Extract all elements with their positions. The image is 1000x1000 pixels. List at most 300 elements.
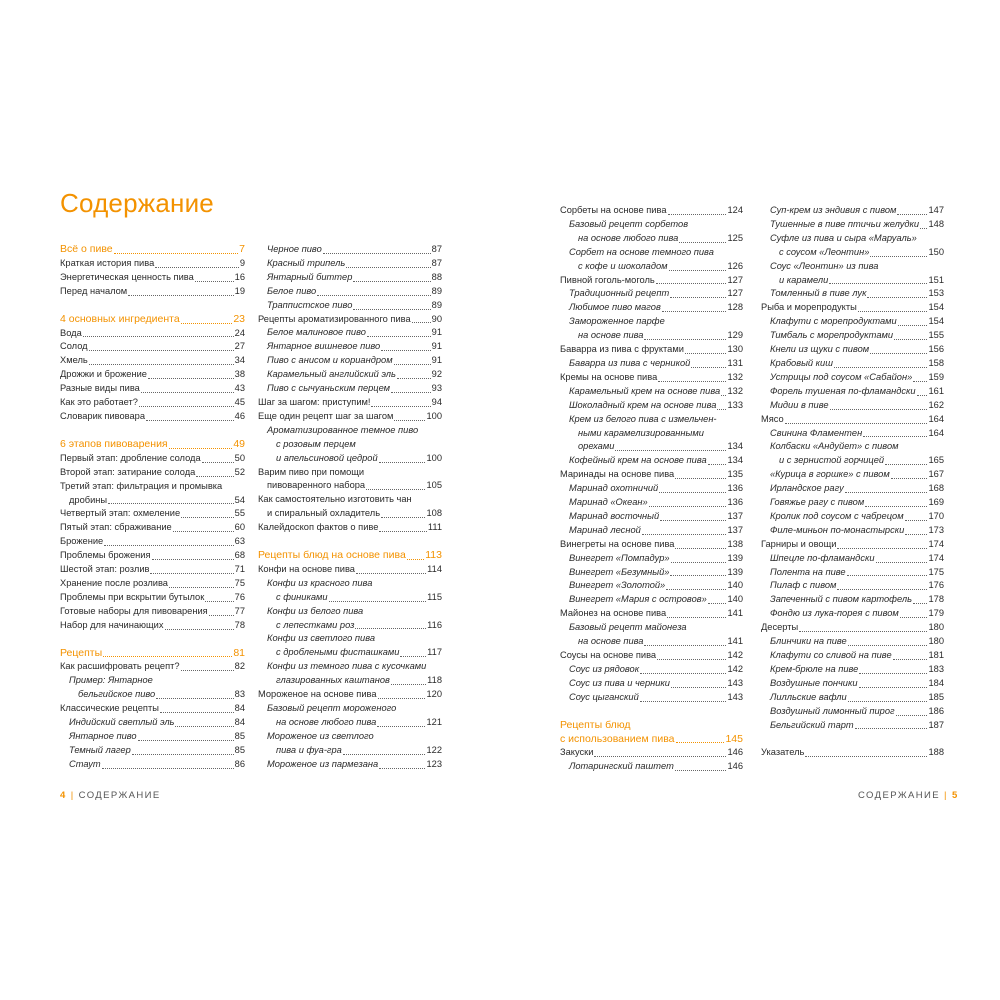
- toc-entry-page: 113: [425, 549, 442, 562]
- toc-entry-page: 150: [928, 246, 944, 257]
- toc-section-heading[interactable]: [560, 733, 743, 747]
- dot-leader: [848, 701, 928, 702]
- toc-entry-page: 87: [431, 244, 442, 254]
- toc-entry-title: Энергетическая ценность пива: [60, 271, 194, 282]
- dot-leader: [867, 297, 927, 298]
- toc-column-1: [60, 243, 245, 772]
- toc-entry-title: на основе любого пива: [276, 716, 377, 727]
- toc-entry[interactable]: [258, 340, 442, 354]
- dot-leader: [799, 631, 927, 632]
- toc-entry-title: Маринад лесной: [569, 524, 641, 535]
- toc-entry-page: 146: [727, 761, 743, 772]
- toc-entry-title: и с зернистой горчицей: [779, 455, 885, 466]
- toc-entry-title: Крабовый киш: [770, 357, 833, 368]
- dot-leader: [195, 281, 234, 282]
- dot-leader: [148, 378, 234, 379]
- toc-entry-title: Янтарный биттер: [267, 271, 353, 282]
- toc-entry-title: Еще один рецепт шаг за шагом: [258, 410, 394, 421]
- toc-entry[interactable]: [60, 549, 245, 563]
- toc-entry[interactable]: [560, 663, 743, 677]
- dot-leader: [391, 392, 431, 393]
- toc-entry-page: 136: [727, 483, 743, 494]
- toc-entry-page: 91: [431, 327, 442, 338]
- dot-leader: [644, 645, 726, 646]
- toc-entry-page: 151: [928, 274, 944, 285]
- toc-entry[interactable]: [60, 396, 245, 410]
- toc-entry[interactable]: [761, 649, 944, 663]
- toc-entry[interactable]: [258, 410, 442, 424]
- toc-entry[interactable]: [560, 204, 743, 218]
- toc-entry[interactable]: [761, 607, 944, 621]
- toc-entry[interactable]: [560, 301, 743, 315]
- toc-entry-line: Суфле из пива и сыра «Маруаль»: [770, 232, 917, 243]
- toc-entry[interactable]: [761, 413, 944, 427]
- toc-entry-title: Винегрет «Безумный»: [569, 566, 670, 577]
- toc-entry[interactable]: [761, 677, 944, 691]
- toc-entry-page: 52: [234, 466, 245, 477]
- toc-entry[interactable]: [560, 482, 743, 496]
- toc-entry-page: 143: [727, 691, 743, 702]
- toc-entry-page: 131: [727, 357, 743, 368]
- footer-left: [60, 790, 161, 801]
- page-number-left: 4: [60, 790, 67, 801]
- toc-entry[interactable]: [761, 482, 944, 496]
- toc-entry-page: 154: [928, 302, 944, 313]
- toc-entry[interactable]: [761, 371, 944, 385]
- toc-entry[interactable]: [761, 274, 944, 288]
- toc-entry[interactable]: [560, 691, 743, 705]
- dot-leader: [669, 270, 727, 271]
- toc-entry-title: Разные виды пива: [60, 383, 140, 394]
- toc-entry[interactable]: [560, 329, 743, 343]
- toc-entry[interactable]: [60, 257, 245, 271]
- toc-entry[interactable]: [258, 674, 442, 688]
- toc-entry[interactable]: [761, 593, 944, 607]
- toc-entry[interactable]: [761, 705, 944, 719]
- toc-entry[interactable]: [560, 746, 743, 760]
- toc-entry-page: 161: [928, 385, 944, 396]
- toc-entry[interactable]: [761, 468, 944, 482]
- dot-leader: [670, 575, 726, 576]
- dot-leader: [165, 629, 234, 630]
- toc-entry[interactable]: [258, 243, 442, 257]
- toc-entry[interactable]: [761, 315, 944, 329]
- toc-entry-title: Клафути со сливой на пиве: [770, 650, 892, 660]
- toc-entry[interactable]: [560, 635, 743, 649]
- toc-entry-line: Пример: Янтарное: [69, 675, 153, 686]
- toc-entry-title: Янтарное вишневое пиво: [267, 341, 381, 352]
- toc-entry-title: Проблемы брожения: [60, 550, 151, 561]
- toc-entry[interactable]: [258, 744, 442, 758]
- toc-entry[interactable]: [258, 688, 442, 702]
- toc-entry-page: 134: [727, 455, 743, 466]
- toc-entry-title: Воздушные пончики: [770, 677, 858, 688]
- toc-entry[interactable]: [258, 646, 442, 660]
- toc-entry-title: Винегрет «Золотой»: [569, 580, 666, 591]
- dot-leader: [855, 728, 928, 729]
- toc-entry-title: Мороженое из пармезана: [267, 758, 379, 769]
- toc-entry[interactable]: [560, 454, 743, 468]
- toc-entry[interactable]: [560, 468, 743, 482]
- toc-entry[interactable]: [560, 649, 743, 663]
- dot-leader: [858, 311, 928, 312]
- toc-entry[interactable]: [761, 454, 944, 468]
- toc-entry[interactable]: [258, 313, 442, 327]
- toc-entry-page: 127: [727, 274, 743, 285]
- dot-leader: [400, 656, 426, 657]
- toc-entry[interactable]: [60, 744, 245, 758]
- toc-entry-title: Баварра из пива с фруктами: [560, 344, 684, 355]
- toc-entry-page: 174: [928, 552, 944, 563]
- dot-leader: [205, 601, 233, 602]
- toc-entry[interactable]: [761, 343, 944, 357]
- dot-leader: [379, 768, 425, 769]
- dot-leader: [640, 701, 727, 702]
- toc-entry[interactable]: [60, 660, 245, 674]
- dot-leader: [898, 325, 928, 326]
- dot-leader: [141, 392, 234, 393]
- toc-entry[interactable]: [560, 524, 743, 538]
- toc-entry-line: Конфи из белого пива: [267, 605, 364, 616]
- toc-entry-page: 138: [727, 538, 743, 549]
- toc-entry-page: 120: [426, 689, 442, 700]
- toc-entry[interactable]: [60, 507, 245, 521]
- toc-entry[interactable]: [60, 758, 245, 772]
- toc-entry-page: 9: [239, 257, 245, 268]
- toc-entry[interactable]: [258, 368, 442, 382]
- toc-entry[interactable]: [60, 619, 245, 633]
- dot-leader: [905, 534, 927, 535]
- section-gap: [258, 535, 442, 549]
- dot-leader: [642, 534, 727, 535]
- toc-entry-title: Томленный в пиве лук: [770, 288, 867, 299]
- dot-leader: [644, 339, 726, 340]
- toc-entry-page: 141: [727, 608, 743, 619]
- toc-entry[interactable]: [560, 510, 743, 524]
- dot-leader: [152, 559, 234, 560]
- toc-entry-title: Фондю из лука-порея с пивом: [770, 608, 899, 619]
- toc-entry[interactable]: [258, 299, 442, 313]
- toc-entry[interactable]: [560, 552, 743, 566]
- toc-entry[interactable]: [60, 605, 245, 619]
- toc-entry-page: 135: [727, 469, 743, 480]
- toc-entry-title: Как это работает?: [60, 397, 138, 408]
- toc-entry[interactable]: [560, 538, 743, 552]
- toc-entry[interactable]: [560, 260, 743, 274]
- toc-entry[interactable]: [560, 440, 743, 454]
- footer-right: [858, 790, 959, 801]
- toc-entry-page: 167: [928, 469, 944, 480]
- toc-entry[interactable]: [761, 635, 944, 649]
- toc-entry-page: 164: [928, 413, 944, 424]
- toc-entry[interactable]: [60, 410, 245, 424]
- toc-entry[interactable]: [761, 621, 944, 635]
- dot-leader: [893, 659, 928, 660]
- toc-entry[interactable]: [560, 385, 743, 399]
- toc-entry-page: 153: [928, 288, 944, 299]
- toc-entry-title: глазированных каштанов: [276, 675, 390, 686]
- toc-section-heading[interactable]: [258, 549, 442, 563]
- toc-entry[interactable]: [60, 354, 245, 368]
- toc-entry-page: 100: [426, 410, 442, 421]
- toc-entry-title: Сорбеты на основе пива: [560, 205, 667, 215]
- toc-entry-title: Вода: [60, 327, 82, 338]
- toc-entry-title: Шоколадный крем на основе пива: [569, 399, 717, 410]
- toc-entry[interactable]: [761, 204, 944, 218]
- toc-entry-page: 143: [727, 677, 743, 688]
- toc-entry[interactable]: [60, 452, 245, 466]
- toc-entry[interactable]: [560, 760, 743, 774]
- toc-section-heading[interactable]: [60, 438, 245, 452]
- toc-entry-title: Блинчики на пиве: [770, 636, 847, 647]
- toc-entry[interactable]: [60, 521, 245, 535]
- toc-entry[interactable]: [761, 357, 944, 371]
- toc-entry-title: с финиками: [276, 591, 328, 602]
- toc-entry[interactable]: [258, 382, 442, 396]
- toc-entry-page: 122: [426, 744, 442, 755]
- toc-entry[interactable]: [60, 716, 245, 730]
- toc-entry[interactable]: [761, 510, 944, 524]
- toc-entry[interactable]: [560, 399, 743, 413]
- toc-entry-page: 125: [727, 232, 743, 243]
- toc-entry[interactable]: [258, 285, 442, 299]
- toc-entry-title: Дрожжи и брожение: [60, 369, 147, 380]
- toc-entry[interactable]: [560, 357, 743, 371]
- toc-entry-title: пива и фуа-гра: [276, 744, 342, 755]
- dot-leader: [615, 450, 726, 451]
- toc-entry-title: Указатель: [761, 747, 805, 758]
- toc-entry[interactable]: [258, 479, 442, 493]
- toc-entry[interactable]: [761, 287, 944, 301]
- dot-leader: [366, 489, 425, 490]
- toc-entry[interactable]: [761, 385, 944, 399]
- toc-entry-title: Хмель: [60, 355, 88, 366]
- toc-entry-title: Рецепты ароматизированного пива: [258, 313, 411, 324]
- toc-entry[interactable]: [258, 591, 442, 605]
- toc-entry[interactable]: [60, 340, 245, 354]
- toc-entry-title: Рецепты блюд на основе пива: [258, 549, 406, 562]
- toc-entry-title: Бельгийский тарт: [770, 719, 854, 730]
- dot-leader: [89, 350, 234, 351]
- dot-leader: [377, 726, 425, 727]
- toc-entry[interactable]: [60, 327, 245, 341]
- toc-entry-page: 141: [727, 636, 743, 647]
- toc-entry[interactable]: [560, 287, 743, 301]
- toc-entry[interactable]: [60, 702, 245, 716]
- toc-entry[interactable]: [560, 677, 743, 691]
- toc-entry[interactable]: [60, 563, 245, 577]
- toc-entry-page: 16: [234, 271, 245, 282]
- toc-entry-title: Лотарингский паштет: [569, 761, 674, 772]
- toc-entry-title: Шпецле по-фламандски: [770, 552, 875, 563]
- toc-entry[interactable]: [60, 535, 245, 549]
- toc-entry-line: Замороженное парфе: [569, 316, 665, 327]
- dot-leader: [870, 353, 927, 354]
- toc-entry[interactable]: [761, 524, 944, 538]
- toc-entry[interactable]: [761, 538, 944, 552]
- dot-leader: [640, 673, 726, 674]
- toc-entry[interactable]: [60, 368, 245, 382]
- toc-section-heading[interactable]: [60, 313, 245, 327]
- toc-entry[interactable]: [761, 552, 944, 566]
- toc-entry[interactable]: [761, 579, 944, 593]
- toc-entry-page: 43: [234, 383, 245, 394]
- toc-entry-title: Воздушный лимонный пирог: [770, 705, 895, 716]
- dot-leader: [649, 506, 727, 507]
- dot-leader: [656, 283, 727, 284]
- toc-entry[interactable]: [560, 232, 743, 246]
- footer-separator: |: [70, 790, 75, 801]
- toc-entry[interactable]: [60, 591, 245, 605]
- toc-entry[interactable]: [560, 343, 743, 357]
- toc-entry[interactable]: [761, 496, 944, 510]
- toc-entry[interactable]: [258, 271, 442, 285]
- toc-entry[interactable]: [60, 577, 245, 591]
- toc-section-heading[interactable]: [60, 647, 245, 661]
- dot-leader: [209, 615, 234, 616]
- toc-entry[interactable]: [560, 274, 743, 288]
- dot-leader: [708, 603, 727, 604]
- toc-entry-page: 162: [928, 399, 944, 410]
- toc-entry-page: 121: [426, 716, 442, 727]
- toc-entry[interactable]: [560, 496, 743, 510]
- dot-leader: [897, 214, 927, 215]
- dot-leader: [108, 503, 234, 504]
- toc-entry-page: 129: [727, 330, 743, 341]
- toc-entry-page: 159: [928, 371, 944, 382]
- toc-entry[interactable]: [560, 371, 743, 385]
- toc-entry-title: Соус цыганский: [569, 691, 639, 702]
- toc-entry-title: Пиво с сычуаньским перцем: [267, 383, 391, 394]
- toc-entry[interactable]: [258, 354, 442, 368]
- toc-entry-page: 169: [928, 497, 944, 508]
- toc-entry-page: 139: [727, 552, 743, 563]
- toc-entry[interactable]: [761, 246, 944, 260]
- toc-entry[interactable]: [258, 619, 442, 633]
- dot-leader: [83, 336, 234, 337]
- toc-entry-title: Брожение: [60, 536, 104, 547]
- toc-entry-line: Мороженое из светлого: [267, 730, 374, 741]
- toc-entry[interactable]: [258, 563, 442, 577]
- dot-leader: [132, 754, 234, 755]
- dot-leader: [905, 520, 928, 521]
- toc-entry[interactable]: [761, 663, 944, 677]
- toc-entry-page: 139: [727, 566, 743, 577]
- dot-leader: [805, 756, 927, 757]
- toc-entry-page: 89: [431, 285, 442, 296]
- toc-section-heading[interactable]: [60, 243, 245, 257]
- toc-entry-title: Проблемы при вскрытии бутылок: [60, 591, 205, 602]
- toc-entry-page: 46: [234, 410, 245, 421]
- toc-entry-page: 147: [928, 205, 944, 215]
- toc-entry[interactable]: [560, 579, 743, 593]
- toc-entry-page: 85: [234, 744, 245, 755]
- toc-entry-page: 133: [727, 399, 743, 410]
- toc-entry[interactable]: [761, 301, 944, 315]
- dot-leader: [343, 754, 426, 755]
- page-title: Содержание: [60, 188, 214, 218]
- dot-leader: [920, 228, 927, 229]
- dot-leader: [102, 768, 234, 769]
- toc-entry-page: 108: [426, 508, 442, 519]
- toc-entry[interactable]: [60, 688, 245, 702]
- toc-entry-page: 123: [426, 758, 442, 769]
- dot-leader: [657, 659, 726, 660]
- toc-entry-title: Четвертый этап: охмеление: [60, 508, 181, 519]
- toc-entry-page: 49: [233, 437, 245, 450]
- toc-entry[interactable]: [258, 396, 442, 410]
- toc-entry[interactable]: [60, 271, 245, 285]
- toc-entry[interactable]: [60, 466, 245, 480]
- toc-entry[interactable]: [60, 285, 245, 299]
- dot-leader: [848, 645, 928, 646]
- toc-entry[interactable]: [560, 593, 743, 607]
- toc-entry-title: Шаг за шагом: приступим!: [258, 396, 371, 407]
- toc-entry-page: 185: [928, 691, 944, 702]
- toc-entry-page: 183: [928, 663, 944, 674]
- toc-entry[interactable]: [761, 691, 944, 705]
- dot-leader: [785, 423, 928, 424]
- toc-entry-line: Конфи из красного пива: [267, 577, 373, 588]
- toc-entry[interactable]: [258, 452, 442, 466]
- section-gap: [60, 633, 245, 647]
- toc-entry[interactable]: [258, 758, 442, 772]
- toc-entry-line: Базовый рецепт сорбетов: [569, 218, 689, 229]
- toc-entry-page: 188: [928, 747, 944, 758]
- toc-entry[interactable]: [258, 521, 442, 535]
- dot-leader: [103, 656, 232, 657]
- toc-entry-title: Свинина Фламентен: [770, 427, 863, 438]
- toc-entry[interactable]: [761, 399, 944, 413]
- toc-entry[interactable]: [60, 382, 245, 396]
- dot-leader: [671, 562, 727, 563]
- dot-leader: [371, 406, 430, 407]
- toc-entry[interactable]: [258, 257, 442, 271]
- toc-entry-title: Солод: [60, 341, 88, 352]
- dot-leader: [381, 350, 430, 351]
- toc-entry[interactable]: [258, 716, 442, 730]
- footer-separator: |: [944, 790, 948, 801]
- dot-leader: [896, 715, 928, 716]
- dot-leader: [865, 506, 927, 507]
- dot-leader: [329, 601, 427, 602]
- toc-entry[interactable]: [761, 719, 944, 733]
- toc-entry-title: Индийский светлый эль: [69, 717, 175, 728]
- toc-entry[interactable]: [258, 326, 442, 340]
- toc-entry-page: 63: [234, 536, 245, 547]
- toc-entry-title: дробины: [69, 494, 108, 505]
- toc-entry-page: 100: [426, 452, 442, 463]
- toc-entry-page: 187: [928, 719, 944, 730]
- toc-entry-line: ными карамелизированными: [578, 427, 704, 438]
- toc-entry[interactable]: [761, 427, 944, 441]
- toc-entry-title: Запеченный с пивом картофель: [770, 594, 913, 605]
- toc-entry[interactable]: [761, 218, 944, 232]
- toc-entry-title: Черное пиво: [267, 244, 322, 254]
- dot-leader: [181, 670, 234, 671]
- toc-entry[interactable]: [258, 507, 442, 521]
- toc-entry[interactable]: [60, 730, 245, 744]
- toc-entry[interactable]: [761, 329, 944, 343]
- toc-entry-title: с соусом «Леонтин»: [779, 246, 870, 257]
- dot-leader: [845, 492, 928, 493]
- toc-entry[interactable]: [560, 566, 743, 580]
- toc-entry[interactable]: [560, 607, 743, 621]
- toc-entry[interactable]: [761, 746, 944, 760]
- toc-entry[interactable]: [761, 566, 944, 580]
- toc-entry-line: Варим пиво при помощи: [258, 466, 365, 477]
- toc-entry[interactable]: [60, 494, 245, 508]
